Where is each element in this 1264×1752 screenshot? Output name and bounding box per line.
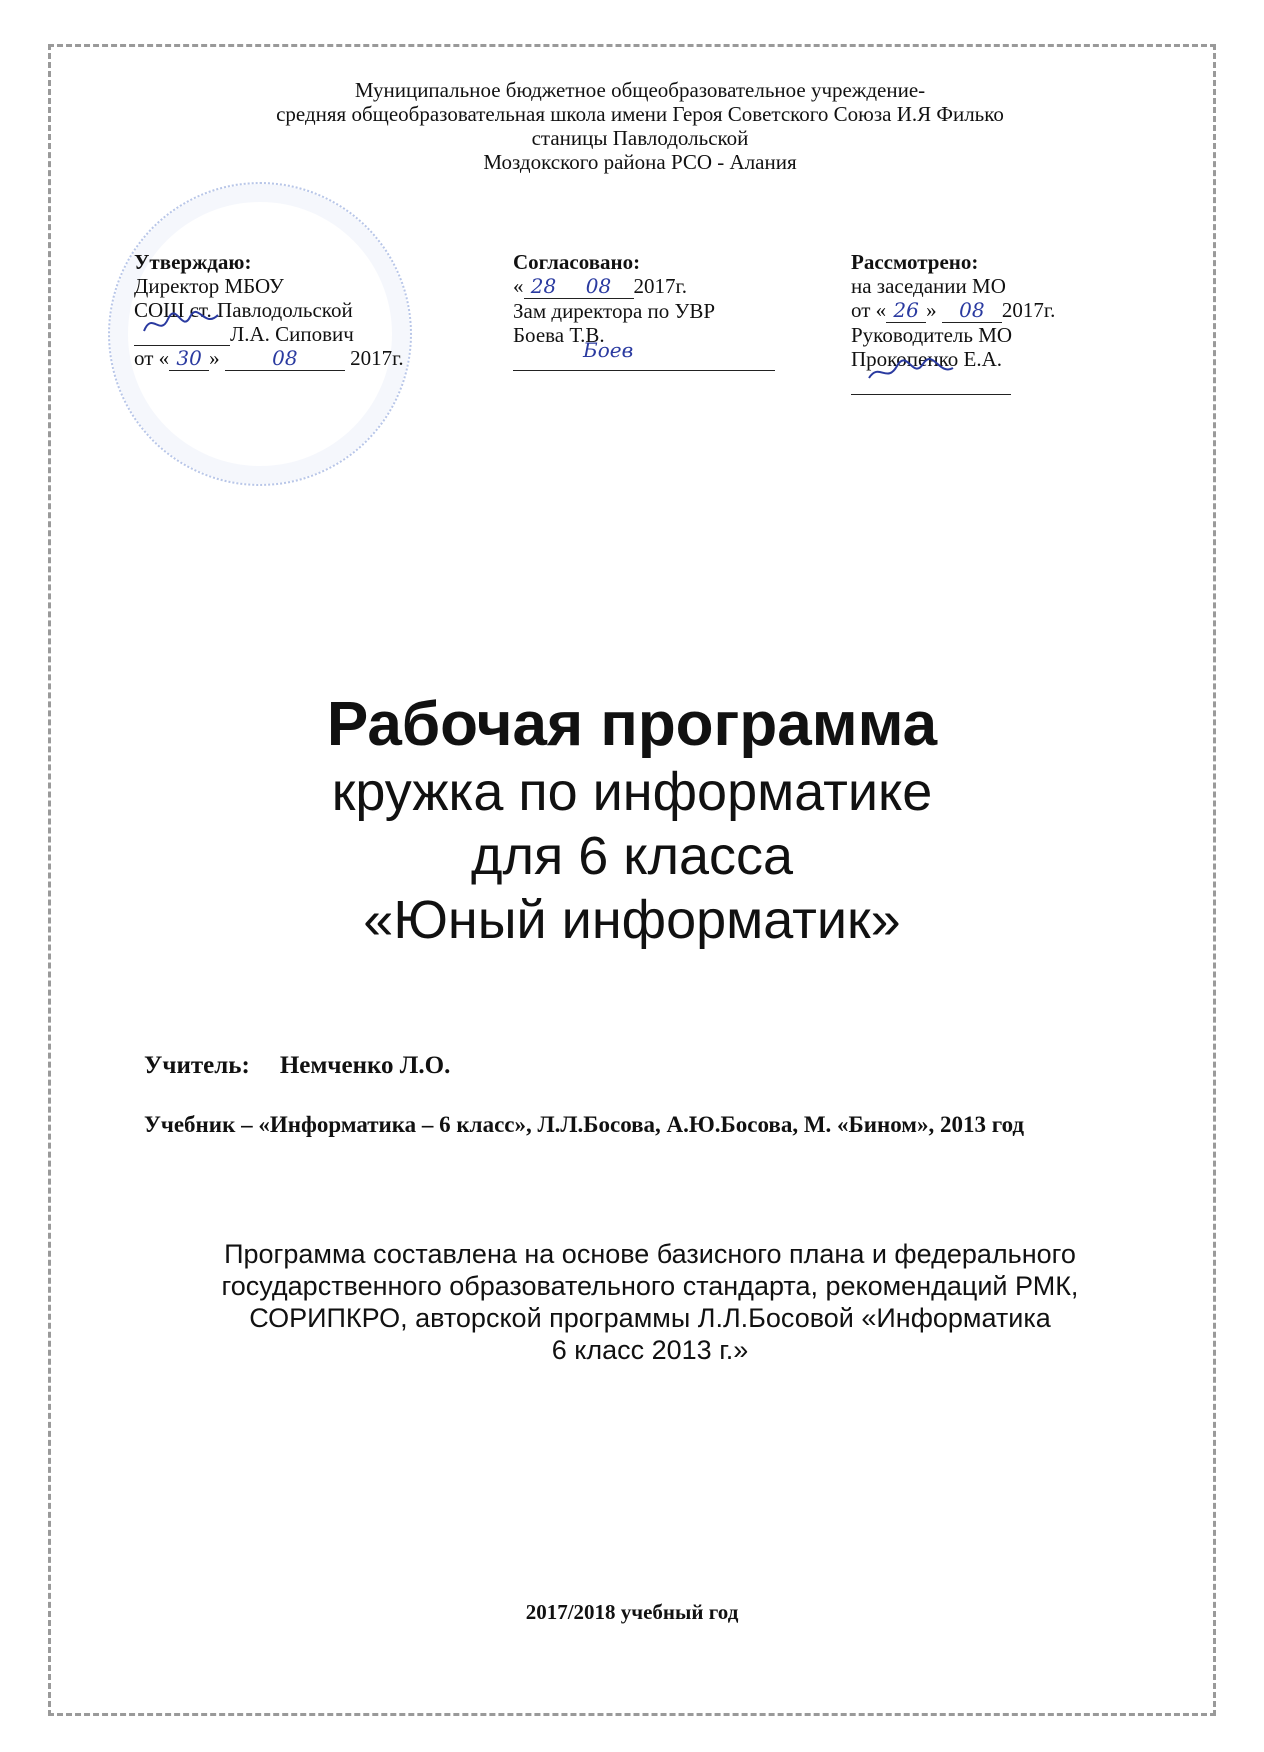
textbook-info: Учебник – «Информатика – 6 класс», Л.Л.Босова, А.Ю.Босова, М. «Бином», 2013 год <box>144 1112 1025 1137</box>
agreed-month: 08 <box>564 274 634 299</box>
approve-year: 2017г. <box>350 346 404 370</box>
approve-signer: Л.А. Сипович <box>230 322 354 346</box>
teacher-row <box>144 1052 450 1080</box>
reviewed-line2: Руководитель МО <box>851 323 1013 347</box>
agreed-date-open: « <box>513 274 524 298</box>
title-line1: Рабочая программа <box>326 690 938 759</box>
approve-block: Утверждаю: Директор МБОУ СОШ ст. Павлодольской Л.А. Сипович от « 30 » 08 2017г. <box>134 250 404 370</box>
program-line: СОРИПКРО, авторской программы Л.Л.Босовой «Информатика <box>249 1303 1051 1333</box>
title-line2: кружка по информатике <box>331 762 933 822</box>
teacher-label: Учитель: <box>144 1052 250 1079</box>
reviewed-year: 2017г. <box>1001 298 1056 322</box>
school-line: средняя общеобразовательная школа имени Героя Советского Союза И.Я Филько <box>276 102 1004 126</box>
school-line: Муниципальное бюджетное общеобразовательное учреждение- <box>354 78 926 102</box>
reviewed-line3: Прокопенко Е.А. <box>851 347 1002 371</box>
signature-scribble <box>142 309 222 339</box>
signature-scribble <box>867 358 957 388</box>
program-line: государственного образовательного стандарта, рекомендаций РМК, <box>221 1271 1079 1301</box>
approve-line2: СОШ ст. Павлодольской <box>134 298 353 322</box>
title-line4: «Юный информатик» <box>363 890 901 950</box>
approve-line1: Директор МБОУ <box>134 274 284 298</box>
teacher-name: Немченко Л.О. <box>279 1052 451 1079</box>
reviewed-month: 08 <box>942 298 1002 323</box>
school-header <box>140 78 1140 174</box>
reviewed-signature-line <box>851 372 1011 395</box>
reviewed-line1: на заседании МО <box>851 274 1006 298</box>
agreed-block <box>513 250 775 371</box>
approve-heading: Утверждаю: <box>134 250 252 274</box>
title-line3: для 6 класса <box>470 826 794 886</box>
reviewed-block: Рассмотрено: на заседании МО от « 26 » 08 2017г. Руководитель МО Прокопенко Е.А. <box>851 250 1055 395</box>
agreed-signature-line <box>513 338 775 371</box>
school-line: Моздокского района РСО - Алания <box>483 150 797 174</box>
agreed-day: 28 <box>524 274 564 299</box>
program-line: Программа составлена на основе базисного плана и федерального <box>224 1239 1076 1269</box>
school-line: станицы Павлодольской <box>531 126 749 150</box>
document-title <box>132 690 1132 952</box>
program-basis <box>160 1238 1140 1366</box>
reviewed-date-prefix: от « <box>851 298 887 322</box>
reviewed-day: 26 <box>886 298 926 323</box>
agreed-signature: Боев <box>583 338 634 362</box>
approve-month: 08 <box>225 346 345 371</box>
program-line: 6 класс 2013 г.» <box>551 1335 749 1365</box>
reviewed-heading: Рассмотрено: <box>851 250 979 274</box>
agreed-line2: Боева Т.В. <box>513 323 605 347</box>
approve-date-prefix: от « <box>134 346 170 370</box>
agreed-year: 2017г. <box>633 274 687 298</box>
academic-year: 2017/2018 учебный год <box>525 1600 739 1624</box>
agreed-line1: Зам директора по УВР <box>513 299 716 323</box>
agreed-heading: Согласовано: <box>513 250 641 274</box>
approve-day: 30 <box>169 346 209 371</box>
approve-signature-line <box>134 323 230 346</box>
